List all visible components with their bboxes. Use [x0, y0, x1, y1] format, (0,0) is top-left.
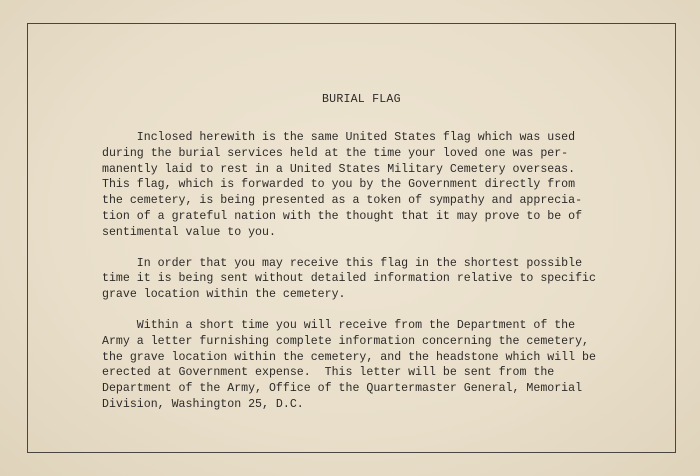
text-line: tion of a grateful nation with the thought that it may prove to be of: [102, 209, 583, 223]
text-line: time it is being sent without detailed information relative to specific: [102, 272, 596, 286]
paragraph-3: [102, 318, 642, 413]
text-line: Inclosed herewith is the same United States flag which was used: [102, 131, 576, 144]
text-line: the cemetery, is being presented as a token of sympathy and apprecia-: [102, 194, 583, 208]
paragraph-1: [102, 130, 642, 241]
text-line: erected at Government expense. This letter will be sent from the: [102, 366, 555, 380]
text-line: during the burial services held at the time your loved one was per-: [102, 146, 569, 160]
text-line: This flag, which is forwarded to you by the Government directly from: [102, 178, 576, 192]
document-title: BURIAL FLAG: [322, 93, 401, 106]
text-line: In order that you may receive this flag in the shortest possible: [102, 256, 583, 270]
text-line: the grave location within the cemetery, and the headstone which will be: [102, 350, 596, 364]
paragraph-2: [102, 256, 642, 303]
text-line: grave location within the cemetery.: [102, 288, 346, 302]
text-line: Division, Washington 25, D.C.: [102, 397, 304, 411]
text-line: manently laid to rest in a United States Military Cemetery overseas.: [102, 162, 576, 176]
text-line: Army a letter furnishing complete information concerning the cemetery,: [102, 334, 590, 348]
text-line: sentimental value to you.: [102, 225, 276, 239]
letter-body: [102, 92, 642, 428]
text-line: Within a short time you will receive from the Department of the: [102, 318, 576, 332]
text-line: Department of the Army, Office of the Quartermaster General, Memorial: [102, 382, 583, 396]
